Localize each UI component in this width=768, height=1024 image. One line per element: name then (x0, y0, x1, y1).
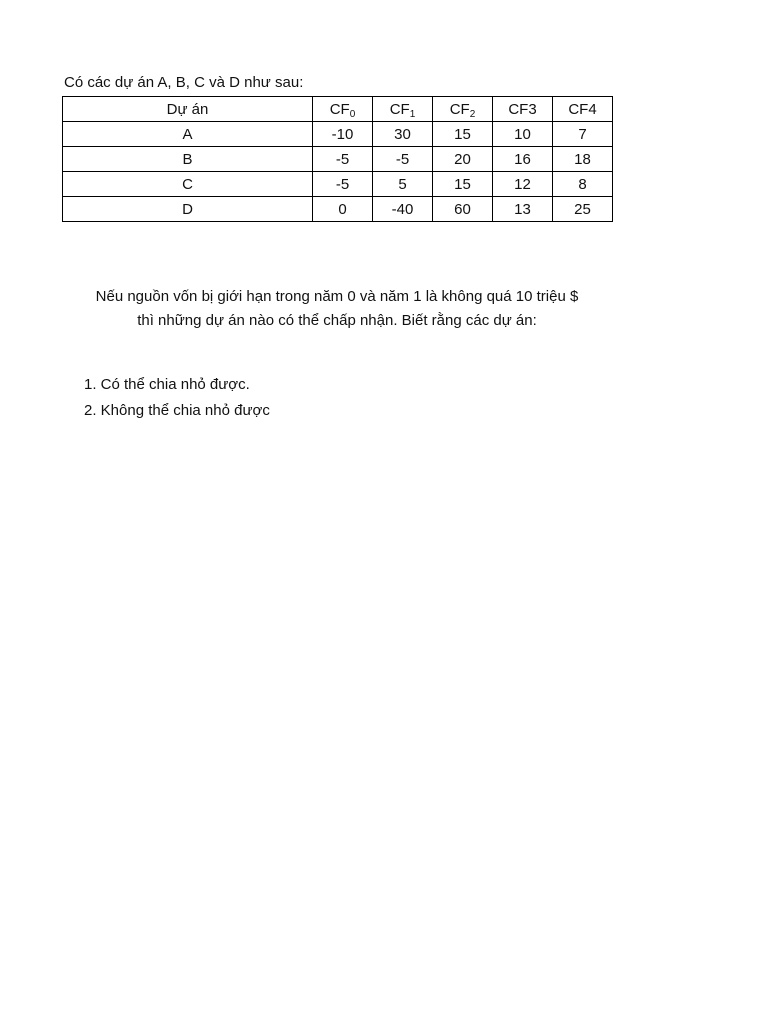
header-cf1 (373, 97, 433, 122)
cell-project: B (63, 147, 313, 172)
cell-cf4: 7 (553, 122, 613, 147)
projects-table (62, 96, 613, 222)
question-text (62, 285, 612, 333)
cell-project: C (63, 172, 313, 197)
header-cf1-sub: 1 (409, 108, 416, 120)
cell-cf0: -5 (313, 147, 373, 172)
question-line-2: thì những dự án nào có thể chấp nhận. Biết rằng các dự án: (137, 312, 537, 329)
header-cf3: CF3 (493, 97, 553, 122)
table-row (63, 122, 613, 147)
cell-project: A (63, 122, 313, 147)
cell-cf3: 10 (493, 122, 553, 147)
header-project: Dự án (63, 97, 313, 122)
list-item: 1. Có thể chia nhỏ được. (84, 376, 250, 393)
cell-cf3: 13 (493, 197, 553, 222)
header-cf2-base: CF (449, 100, 470, 118)
intro-text: Có các dự án A, B, C và D như sau: (64, 74, 304, 91)
header-cf0 (313, 97, 373, 122)
options-list (84, 372, 270, 424)
header-cf0-sub: 0 (349, 108, 356, 120)
header-cf2-sub: 2 (469, 108, 476, 120)
cell-cf3: 16 (493, 147, 553, 172)
question-line-1: Nếu nguồn vốn bị giới hạn trong năm 0 và năm 1 là không quá 10 triệu $ (95, 288, 579, 305)
header-cf0-base: CF (329, 100, 350, 118)
cell-cf4: 8 (553, 172, 613, 197)
table-row (63, 147, 613, 172)
header-cf2 (433, 97, 493, 122)
cell-cf2: 15 (433, 122, 493, 147)
table-header-row (63, 97, 613, 122)
cell-cf4: 18 (553, 147, 613, 172)
list-item: 2. Không thể chia nhỏ được (84, 402, 270, 419)
cell-cf3: 12 (493, 172, 553, 197)
cell-cf1: 5 (373, 172, 433, 197)
cell-cf1: 30 (373, 122, 433, 147)
table-row (63, 197, 613, 222)
cell-cf2: 60 (433, 197, 493, 222)
cell-cf2: 20 (433, 147, 493, 172)
cell-cf4: 25 (553, 197, 613, 222)
cell-cf1: -5 (373, 147, 433, 172)
cell-cf1: -40 (373, 197, 433, 222)
header-cf4: CF4 (553, 97, 613, 122)
cell-cf0: -10 (313, 122, 373, 147)
cell-cf0: -5 (313, 172, 373, 197)
header-cf1-base: CF (389, 100, 410, 118)
table-row (63, 172, 613, 197)
cell-cf0: 0 (313, 197, 373, 222)
cell-project: D (63, 197, 313, 222)
cell-cf2: 15 (433, 172, 493, 197)
